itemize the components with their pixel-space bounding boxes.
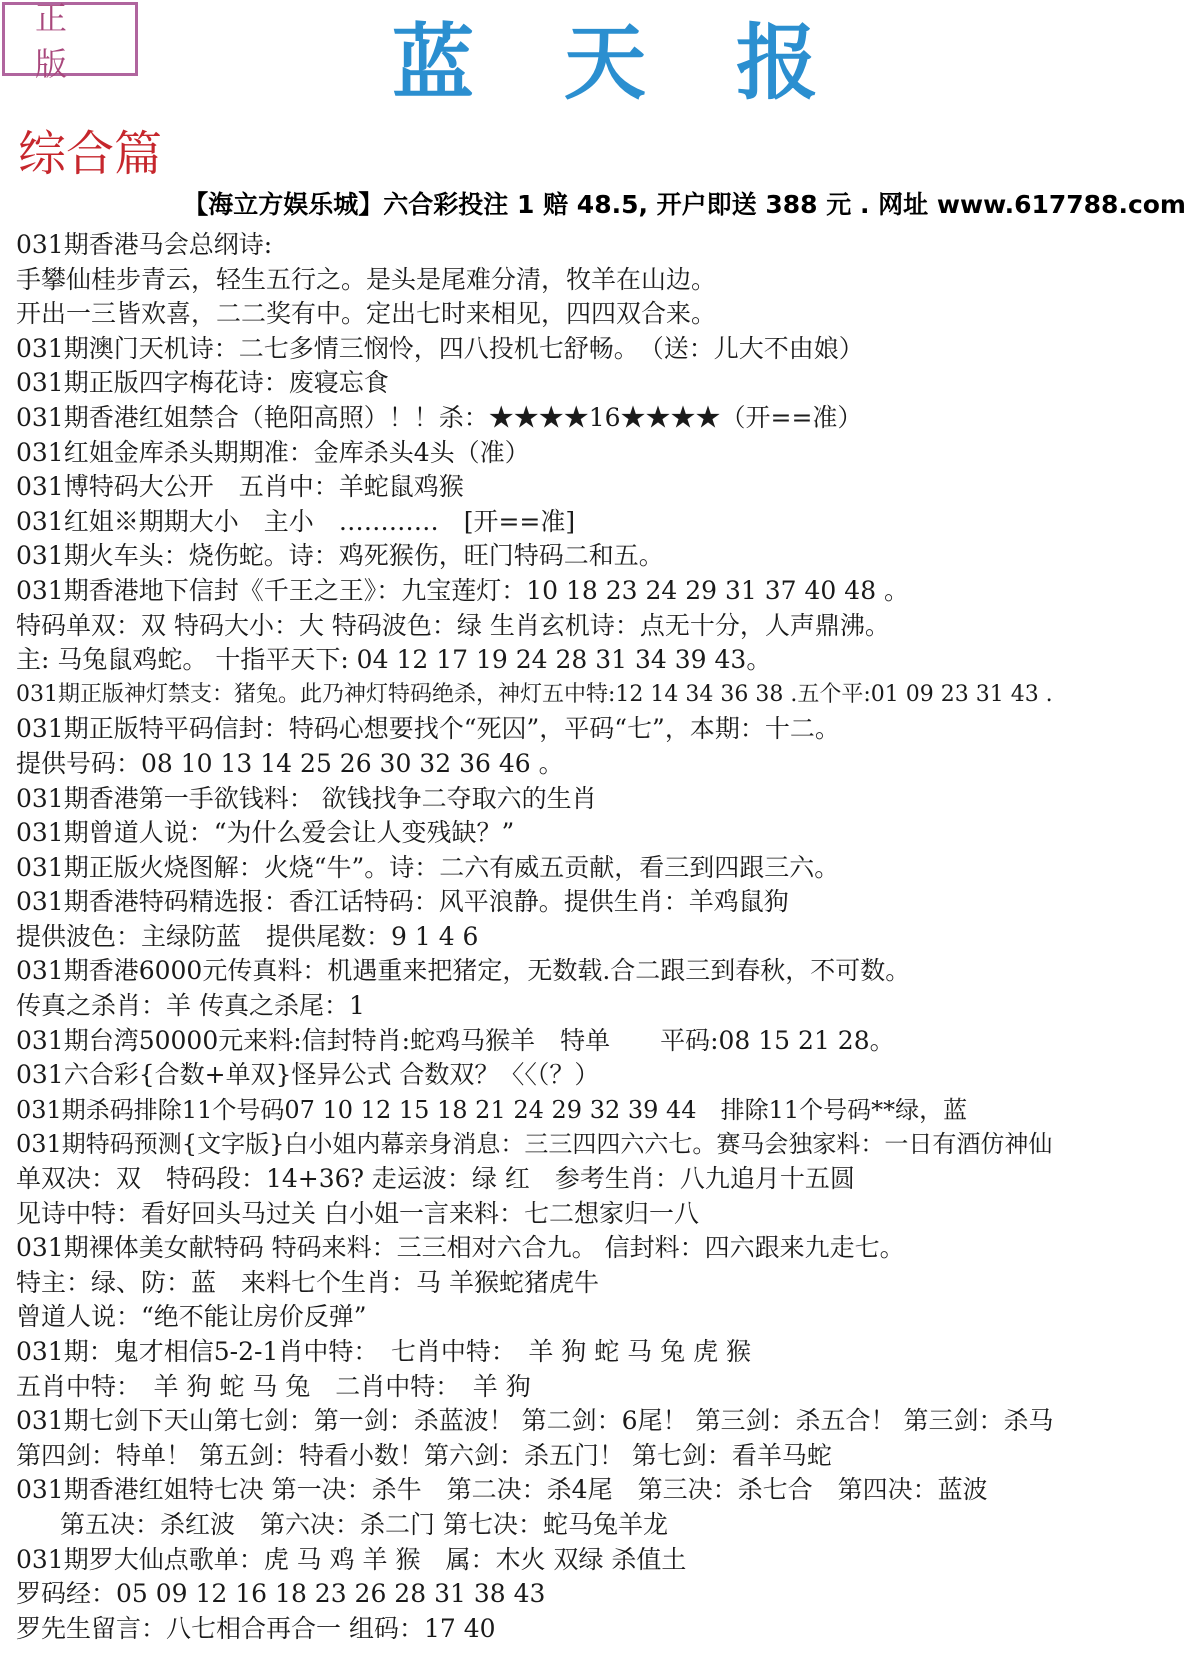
text-line: 031期特码预测{文字版}白小姐内幕亲身消息：三三四四六六七。赛马会独家料：一日有酒仿神仙 bbox=[16, 1130, 1053, 1159]
text-line: 031期裸体美女献特码 特码来料：三三相对六合九。 信封料：四六跟来九走七。 bbox=[16, 1233, 905, 1263]
text-line: 提供波色：主绿防蓝 提供尾数：9 1 4 6 bbox=[16, 921, 479, 951]
text-line: 罗先生留言：八七相合再合一 组码：17 40 bbox=[16, 1613, 496, 1643]
text-line: 手攀仙桂步青云，轻生五行之。是头是尾难分清，牧羊在山边。 bbox=[16, 264, 717, 294]
text-line: 031期罗大仙点歌单：虎 马 鸡 羊 猴 属：木火 双绿 杀值土 bbox=[16, 1544, 687, 1574]
text-line: 五肖中特： 羊 狗 蛇 马 兔 二肖中特： 羊 狗 bbox=[16, 1371, 531, 1401]
text-line: 031期正版四字梅花诗：废寝忘食 bbox=[16, 368, 389, 398]
text-line: 特主：绿、防：蓝 来料七个生肖：马 羊猴蛇猪虎牛 bbox=[16, 1267, 599, 1297]
content-body bbox=[16, 228, 1200, 1646]
section-title: 综合篇 bbox=[18, 126, 163, 182]
text-line: 031期澳门天机诗：二七多情三悯怜，四八投机七舒畅。 （送：儿大不由娘） bbox=[16, 333, 864, 363]
text-line: 031期台湾50000元来料:信封特肖:蛇鸡马猴羊 特单 平码:08 15 21 28。 bbox=[16, 1025, 895, 1055]
text-line: 031期香港6000元传真料：机遇重来把猪定，无数载.合二跟三到春秋，不可数。 bbox=[16, 956, 911, 986]
text-line: 031红姐※期期大小 主小 ………… [开==准] bbox=[16, 506, 576, 536]
text-line: 031期香港红姐特七决 第一决：杀牛 第二决：杀4尾 第三决：杀七合 第四决：蓝波 bbox=[16, 1475, 988, 1505]
text-line: 开出一三皆欢喜，二二奖有中。定出七时来相见，四四双合来。 bbox=[16, 299, 717, 329]
text-line: 031期正版神灯禁支：猪兔。此乃神灯特码绝杀，神灯五中特:12 14 34 36 38 .五个平:01 09 23 31 43 . bbox=[16, 681, 1053, 707]
text-line: 031期香港第一手欲钱料： 欲钱找争二夺取六的生肖 bbox=[16, 783, 597, 813]
text-line: 特码单双：双 特码大小：大 特码波色：绿 生肖玄机诗：点无十分，人声鼎沸。 bbox=[16, 610, 890, 640]
text-line: 031期：鬼才相信5-2-1肖中特： 七肖中特： 羊 狗 蛇 马 兔 虎 猴 bbox=[16, 1337, 752, 1366]
text-line: 提供号码：08 10 13 14 25 26 30 32 36 46 。 bbox=[16, 748, 564, 778]
text-line: 031期正版火烧图解：火烧“牛”。诗：二六有威五贡献，看三到四跟三六。 bbox=[16, 852, 840, 882]
text-line: 传真之杀肖：羊 传真之杀尾：1 bbox=[16, 991, 365, 1021]
newspaper-title: 蓝天报 bbox=[391, 15, 908, 111]
text-line: 031期香港红姐禁合（艳阳高照）！！杀：★★★★16★★★★（开==准） bbox=[16, 402, 863, 432]
text-line: 031期曾道人说：“为什么爱会让人变残缺？” bbox=[16, 818, 515, 848]
text-line: 031六合彩{合数+单双}怪异公式 合数双？〈〈（？） bbox=[16, 1060, 600, 1090]
text-line: 031红姐金库杀头期期准：金库杀头4头（准） bbox=[16, 437, 530, 467]
text-line: 031期火车头：烧伤蛇。诗：鸡死猴伤，旺门特码二和五。 bbox=[16, 541, 664, 571]
text-line: 031期香港地下信封《千王之王》：九宝莲灯：10 18 23 24 29 31 37 40 48 。 bbox=[16, 575, 910, 605]
text-line: 031博特码大公开 五肖中：羊蛇鼠鸡猴 bbox=[16, 472, 464, 502]
text-line: 第五决：杀红波 第六决：杀二门 第七决：蛇马兔羊龙 bbox=[60, 1509, 668, 1539]
text-line: 单双决：双 特码段：14+36? 走运波：绿 红 参考生肖：八九追月十五圆 bbox=[16, 1164, 855, 1194]
text-line: 031期香港特码精选报：香江话特码：风平浪静。提供生肖：羊鸡鼠狗 bbox=[16, 887, 789, 917]
text-line: 031期七剑下天山第七剑：第一剑：杀蓝波！ 第二剑：6尾！ 第三剑：杀五合！ 第三剑：杀马 bbox=[16, 1406, 1054, 1436]
text-line: 031期正版特平码信封：特码心想要找个“死囚”，平码“七”，本期：十二。 bbox=[16, 714, 840, 744]
ad-banner: 【海立方娱乐城】六合彩投注 1 赔 48.5, 开户即送 388 元 . 网址 www.617788.com bbox=[183, 190, 1186, 219]
text-line: 031期杀码排除11个号码07 10 12 15 18 21 24 29 32 39 44 排除11个号码**绿，蓝 bbox=[16, 1095, 968, 1124]
text-line: 主: 马兔鼠鸡蛇。 十指平天下: 04 12 17 19 24 28 31 34 39 43。 bbox=[16, 645, 772, 675]
text-line: 曾道人说：“绝不能让房价反弹” bbox=[16, 1302, 367, 1332]
text-line: 见诗中特：看好回头马过关 白小姐一言来料：七二想家归一八 bbox=[16, 1198, 699, 1228]
genuine-stamp: 正 版 bbox=[2, 2, 138, 76]
text-line: 第四剑：特单！ 第五剑：特看小数！第六剑：杀五门！ 第七剑：看羊马蛇 bbox=[16, 1440, 832, 1470]
text-line: 罗码经：05 09 12 16 18 23 26 28 31 38 43 bbox=[16, 1579, 546, 1609]
text-line: 031期香港马会总纲诗: bbox=[16, 230, 273, 259]
